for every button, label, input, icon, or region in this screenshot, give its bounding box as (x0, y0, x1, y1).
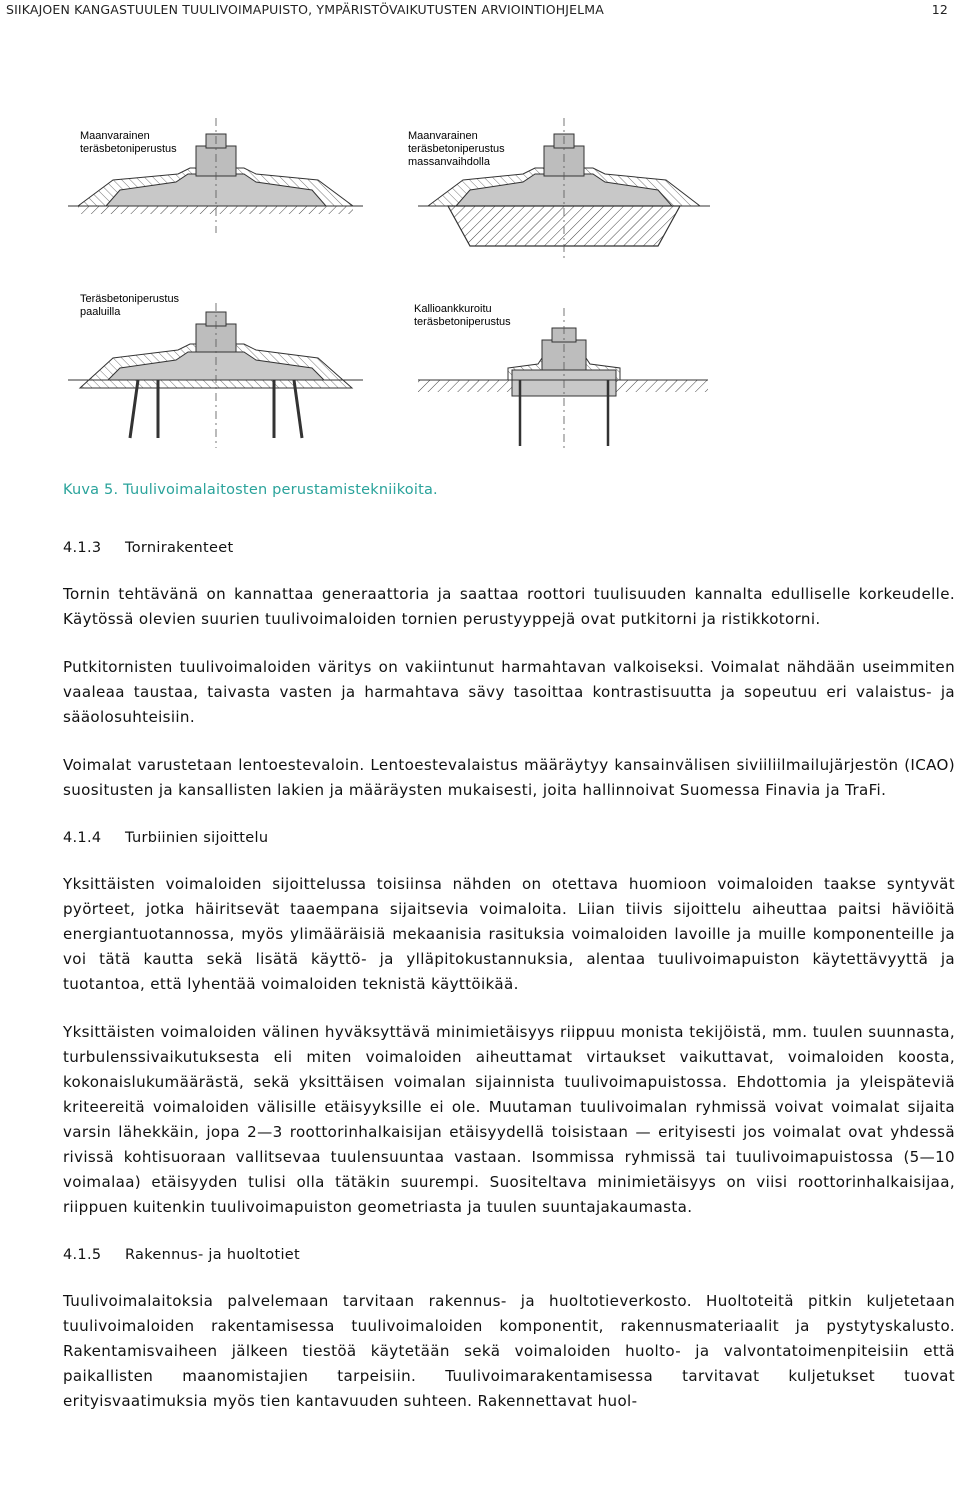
label-rock-1: Kallioankkuroitu (414, 303, 492, 315)
section-number: 4.1.5 (63, 1247, 102, 1263)
paragraph: Tornin tehtävänä on kannattaa generaattoria ja saattaa roottori tuulisuuden kannalta edulliselle korkeudelle. Käytössä olevien suurien tuulivoimaloiden tornien perustyyppejä ovat putkitorni ja ristikkotorni. (63, 585, 955, 628)
label-mass-1: Maanvarainen (408, 130, 478, 142)
paragraph: Putkitornisten tuulivoimaloiden väritys on vakiintunut harmahtavan valkoiseksi. Voimalat nähdään useimmiten vaaleaa taustaa, taivasta vasten ja harmahtava sävy tasoittaa kontrastisuutta ja sopeutuu eri valaistus- ja sääolosuhteisiin. (63, 658, 955, 726)
page-header (6, 0, 954, 20)
label-mass-2: teräsbetoniperustus (408, 143, 505, 155)
paragraph: Tuulivoimalaitoksia palvelemaan tarvitaan rakennus- ja huoltotieverkosto. Huoltoteitä pitkin kuljetetaan tuulivoimaloiden rakentamisessa tuulivoimaloiden komponentit, rakennusmateriaalit ja pystytyskalusto. Rakentamisvaiheen jälkeen tiestöä käytetään sekä voimaloiden huolto- ja valvontatoimenpiteisiin että paikallisten maanomistajien tarpeisiin. Tuulivoimarakentamisessa tarvitavat kuljetukset tuovat erityisvaatimuksia myös tien kantavuuden suhteen. Rakennettavat huol- (63, 1292, 955, 1410)
section-title: Turbiinien sijoittelu (125, 830, 269, 846)
foundation-diagram-piles (68, 293, 363, 448)
section-title: Rakennus- ja huoltotiet (125, 1247, 300, 1263)
label-shallow-1: Maanvarainen (80, 130, 150, 142)
section-heading-4-1-3 (63, 540, 955, 556)
section-heading-4-1-4 (63, 830, 955, 846)
section-heading-4-1-5 (63, 1247, 955, 1263)
foundation-types-figure (68, 118, 728, 448)
paragraph: Yksittäisten voimaloiden välinen hyväksyttävä minimietäisyys riippuu monista tekijöistä, mm. tuulen suunnasta, turbulenssivaikutuksesta eli miten voimaloiden aiheuttamat virtaukset vaikuttavat, voimaloiden koosta, kokonaislukumäärästä, sekä yksittäisen voimalan sijainnista tuulivoimapuistossa. Ehdottomia ja yleispäteviä kriteereitä voimaloiden välisille etäisyyksille ei ole. Muutaman tuulivoimalan ryhmissä voivat voimalat sijaita varsin lähekkäin, jopa 2—3 roottorinhalkaisijan etäisyydellä toisistaan — erityisesti jos voimalat ovat yhdessä rivissä kohtisuoraan vallitsevaa tuulensuuntaa vastaan. Isommissa ryhmissä tai tuulivoimapuistossa (5—10 voimalaa) etäisyyden tulisi olla tätäkin suurempi. Suositeltava minimietäisyys on viisi roottorinhalkaisijaa, riippuen kuitenkin tuulivoimapuiston geometriasta ja tuulen suuntajakaumasta. (63, 1023, 955, 1216)
paragraph: Yksittäisten voimaloiden sijoittelussa toisiinsa nähden on otettava huomioon voimaloiden taakse syntyvät pyörteet, jotka häiritsevät taaempana sijaitsevia voimaloita. Liian tiivis sijoittelu aiheuttaa paitsi häviöitä energiantuotannossa, myös ylimääräisiä mekaanisia rasituksia voimaloiden lavoille ja muille komponenteille ja voi tätä kautta sekä lisätä käyttö- ja ylläpitokustannuksia, alentaa tuulivoimapuiston käytettävyyttä ja tuotantoa, että lyhentää voimaloiden teknistä käyttöikää. (63, 875, 955, 993)
section-number: 4.1.4 (63, 830, 102, 846)
label-mass-3: massanvaihdolla (408, 156, 490, 168)
foundation-diagram-shallow (68, 118, 363, 233)
paragraph: Voimalat varustetaan lentoestevaloin. Lentoestevalaistus määräytyy kansainvälisen siviiliilmailujärjestön (ICAO) suositusten ja kansallisten lakien ja määräysten mukaisesti, joita hallinnoivat Suomessa Finavia ja TraFi. (63, 756, 955, 799)
label-piles-2: paaluilla (80, 306, 121, 318)
figure-caption: Kuva 5. Tuulivoimalaitosten perustamistekniikoita. (63, 482, 438, 498)
section-number: 4.1.3 (63, 540, 102, 556)
section-title: Tornirakenteet (125, 540, 234, 556)
label-rock-2: teräsbetoniperustus (414, 316, 511, 328)
document-title: SIIKAJOEN KANGASTUULEN TUULIVOIMAPUISTO, YMPÄRISTÖVAIKUTUSTEN ARVIOINTIOHJELMA (6, 2, 604, 17)
label-shallow-2: teräsbetoniperustus (80, 143, 177, 155)
page-number: 12 (931, 2, 948, 17)
main-content (63, 540, 955, 1437)
foundation-diagram-mass-exchange (408, 118, 710, 258)
foundation-diagram-rock-anchored (414, 303, 708, 448)
foundation-diagrams (68, 118, 728, 448)
label-piles-1: Teräsbetoniperustus (80, 293, 180, 305)
